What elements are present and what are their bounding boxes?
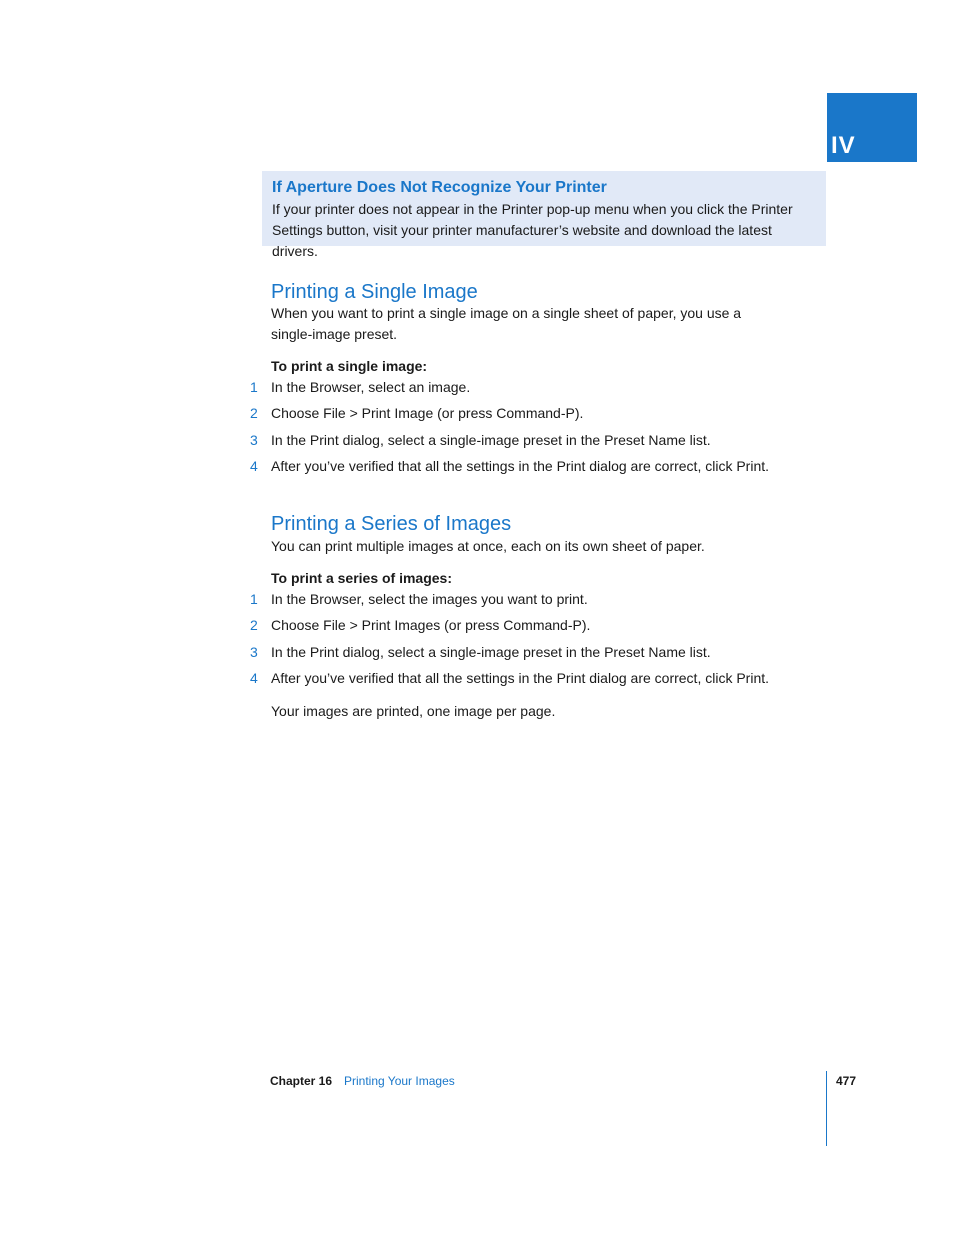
step-text: In the Print dialog, select a single-image preset in the Preset Name list. [271,432,711,448]
step-number: 3 [250,644,258,660]
step-text: In the Browser, select an image. [271,379,471,395]
step-number: 2 [250,617,258,633]
footer-chapter-title: Printing Your Images [344,1074,455,1088]
series-task-label: To print a series of images: [271,570,453,586]
page-number: 477 [836,1074,857,1088]
single-step-4 [250,456,769,477]
series-step-3 [250,642,711,663]
series-step-1 [250,589,588,610]
step-number: 3 [250,432,258,448]
note-body-line-2: Settings button, visit your printer manufacturer’s website and download the latest drivers. [272,222,772,259]
footer-chapter: Chapter 16 [270,1074,333,1088]
part-tab-label: IV [831,132,856,159]
series-step-2 [250,615,590,636]
part-tab [827,93,917,162]
single-step-1 [250,377,470,398]
single-intro-line-1: When you want to print a single image on a single sheet of paper, you use a [271,305,742,321]
series-result: Your images are printed, one image per page. [271,703,556,719]
step-number: 4 [250,670,258,686]
note-box [262,171,826,259]
single-task-label: To print a single image: [271,358,428,374]
step-text: After you’ve verified that all the settings in the Print dialog are correct, click Print. [271,670,770,686]
single-intro-line-2: single-image preset. [271,326,398,342]
step-text: In the Browser, select the images you want to print. [271,591,588,607]
note-body-line-1: If your printer does not appear in the Printer pop-up menu when you click the Printer [272,201,793,217]
step-number: 1 [250,591,258,607]
step-number: 4 [250,458,258,474]
note-title: If Aperture Does Not Recognize Your Printer [272,179,607,196]
section-heading-single-image: Printing a Single Image [271,281,478,303]
series-step-4 [250,668,769,689]
step-number: 1 [250,379,258,395]
step-number: 2 [250,405,258,421]
footer-divider [826,1071,827,1146]
step-text: Choose File > Print Images (or press Command-P). [271,617,591,633]
step-text: Choose File > Print Image (or press Command-P). [271,405,584,421]
single-step-2 [250,403,583,424]
step-text: After you’ve verified that all the settings in the Print dialog are correct, click Print. [271,458,770,474]
single-step-3 [250,430,711,451]
series-intro: You can print multiple images at once, each on its own sheet of paper. [271,538,705,554]
step-text: In the Print dialog, select a single-image preset in the Preset Name list. [271,644,711,660]
section-heading-series: Printing a Series of Images [271,513,512,535]
